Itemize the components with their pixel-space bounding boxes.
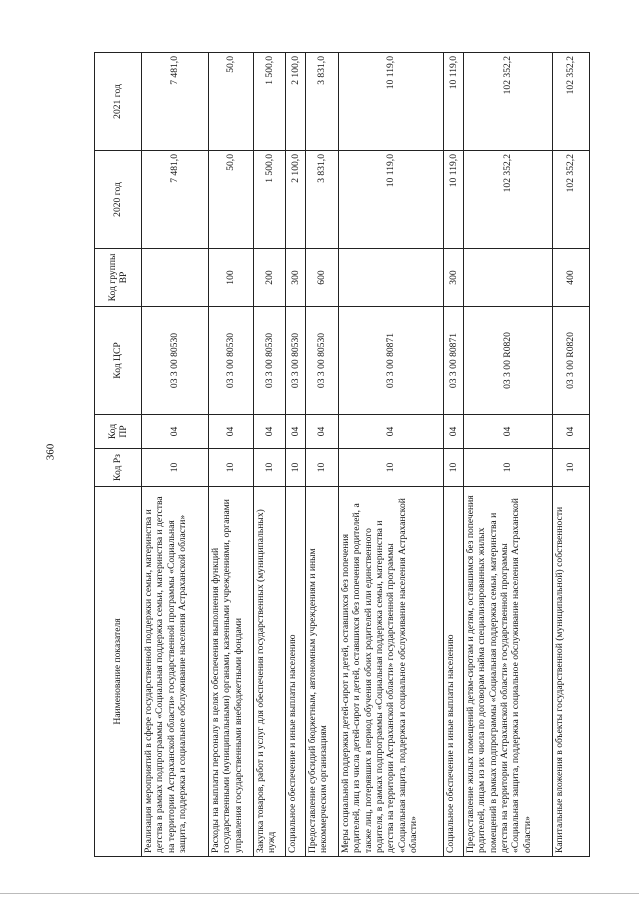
header-name: Наименование показателя [95,487,142,857]
cell-2021: 10 119,0 [444,53,464,151]
cell-2020: 7 481,0 [142,151,209,249]
cell-pr: 04 [444,415,464,449]
cell-vr: 300 [444,249,464,307]
cell-2021: 10 119,0 [339,53,444,151]
cell-pr: 04 [339,415,444,449]
cell-pr: 04 [464,415,553,449]
cell-csr: 03 3 00 80530 [142,307,209,415]
cell-name: Закупка товаров, работ и услуг для обеспечения государственных (муниципальных) нужд [254,487,286,857]
cell-name: Социальное обеспечение и иные выплаты населению [444,487,464,857]
table-row [209,53,254,857]
cell-2021: 2 100,0 [286,53,306,151]
header-vr: Код группы ВР [95,249,142,307]
cell-csr: 03 3 00 80871 [339,307,444,415]
table-row [254,53,286,857]
cell-2020: 102 352,2 [553,151,590,249]
page-number: 360 [44,443,57,461]
cell-pr: 04 [553,415,590,449]
cell-csr: 03 3 00 80871 [444,307,464,415]
cell-rz: 10 [306,449,339,487]
cell-rz: 10 [464,449,553,487]
cell-vr [464,249,553,307]
header-row [95,53,142,857]
table-row [444,53,464,857]
cell-pr: 04 [142,415,209,449]
cell-2020: 2 100,0 [286,151,306,249]
cell-rz: 10 [254,449,286,487]
cell-rz: 10 [553,449,590,487]
cell-rz: 10 [286,449,306,487]
table-row [306,53,339,857]
cell-name: Капитальные вложения в объекты государственной (муниципальной) собственности [553,487,590,857]
cell-vr [339,249,444,307]
cell-csr: 03 3 00 R0820 [464,307,553,415]
cell-2020: 1 500,0 [254,151,286,249]
cell-2021: 7 481,0 [142,53,209,151]
table-row [142,53,209,857]
cell-name: Предоставление жилых помещений детям-сиротам и детям, оставшимся без попечения родителей, лицам из их числа по договорам найма специализированных жилых помещений в рамках подпрограммы «Социальная поддержка семьи, материнства и детства на территории Астраханской области» государственной программы «Социальная защита, поддержка и социальное обслуживание населения Астраханской области» [464,487,553,857]
cell-name: Реализация мероприятий в сфере государственной поддержки семьи, материнства и детства в рамках подпрограммы «Социальная поддержка семьи, материнства и детства на территории Астраханской области» государственной программы «Социальная защита, поддержка и социальное обслуживание населения Астраханской области» [142,487,209,857]
cell-pr: 04 [209,415,254,449]
table-row [286,53,306,857]
cell-name: Расходы на выплаты персоналу в целях обеспечения выполнения функций государственными (муниципальными) органами, казенными учреждениями, органами управления государственными внебюджетными фондами [209,487,254,857]
cell-vr: 100 [209,249,254,307]
cell-2020: 10 119,0 [339,151,444,249]
header-2020: 2020 год [95,151,142,249]
cell-pr: 04 [306,415,339,449]
cell-csr: 03 3 00 80530 [306,307,339,415]
cell-2021: 3 831,0 [306,53,339,151]
cell-csr: 03 3 00 80530 [286,307,306,415]
header-csr: Код ЦСР [95,307,142,415]
cell-2020: 102 352,2 [464,151,553,249]
header-2021: 2021 год [95,53,142,151]
cell-vr [142,249,209,307]
cell-rz: 10 [339,449,444,487]
cell-name: Предоставление субсидий бюджетным, автономным учреждениям и иным некоммерческим организациям [306,487,339,857]
cell-csr: 03 3 00 80530 [209,307,254,415]
cell-rz: 10 [444,449,464,487]
cell-vr: 600 [306,249,339,307]
cell-2020: 10 119,0 [444,151,464,249]
cell-vr: 400 [553,249,590,307]
budget-table [94,52,590,857]
cell-2020: 3 831,0 [306,151,339,249]
cell-pr: 04 [254,415,286,449]
table-row [553,53,590,857]
page-edge-line [0,893,639,894]
header-pr: Код ПР [95,415,142,449]
budget-table-container [94,53,589,857]
cell-2021: 1 500,0 [254,53,286,151]
cell-name: Социальное обеспечение и иные выплаты населению [286,487,306,857]
cell-name: Меры социальной поддержки детей-сирот и детей, оставшихся без попечения родителей, лиц из числа детей-сирот и детей, оставшихся без попечения родителей, а также лиц, потерявших в период обучения обоих родителей или единственного родителя, в рамках подпрограммы «Социальная поддержка семьи, материнства и детства на территории Астраханской области» государственной программы «Социальная защита, поддержка и социальное обслуживание населения Астраханской области» [339,487,444,857]
cell-vr: 300 [286,249,306,307]
cell-2021: 102 352,2 [464,53,553,151]
cell-2021: 102 352,2 [553,53,590,151]
cell-csr: 03 3 00 R0820 [553,307,590,415]
cell-rz: 10 [209,449,254,487]
cell-pr: 04 [286,415,306,449]
table-row [339,53,444,857]
table-row [464,53,553,857]
cell-2021: 50,0 [209,53,254,151]
cell-rz: 10 [142,449,209,487]
cell-csr: 03 3 00 80530 [254,307,286,415]
cell-vr: 200 [254,249,286,307]
header-rz: Код Рз [95,449,142,487]
cell-2020: 50,0 [209,151,254,249]
